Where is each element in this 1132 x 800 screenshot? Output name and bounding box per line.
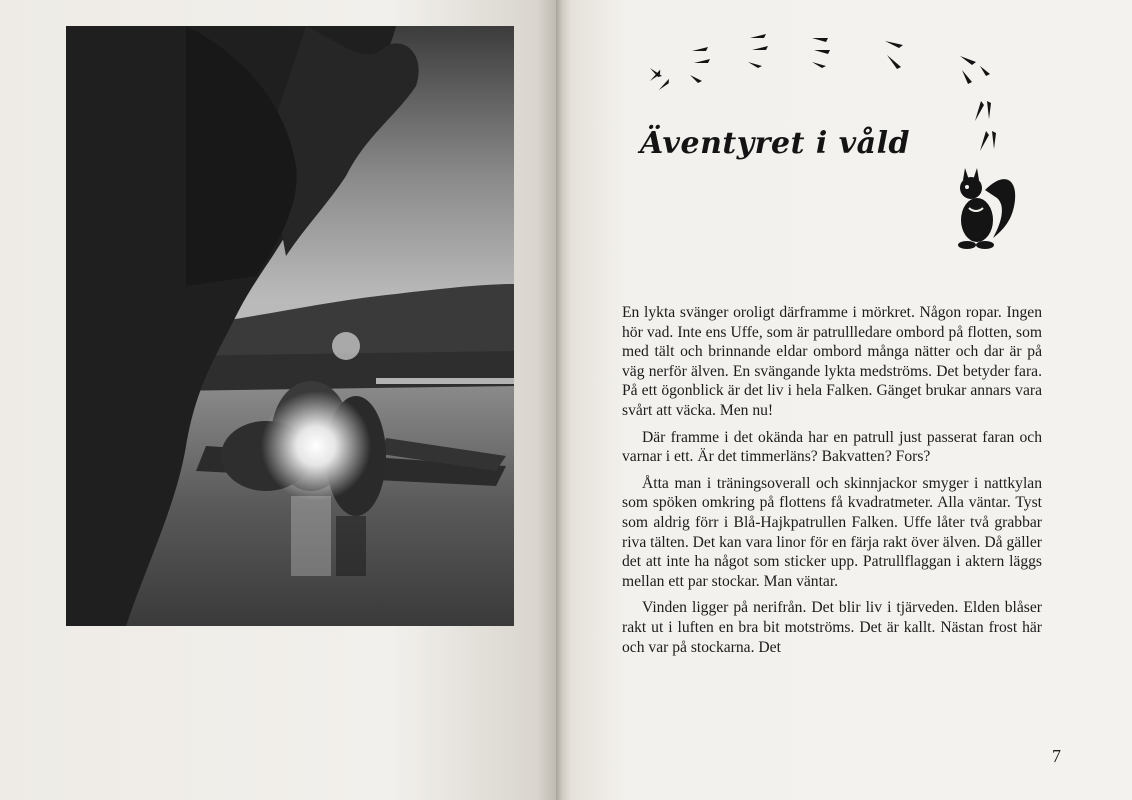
- left-page: [0, 0, 560, 800]
- chapter-body: [622, 303, 1042, 664]
- night-river-raft-photo: [66, 26, 514, 626]
- page-number: 7: [1052, 746, 1061, 766]
- chapter-title: Äventyret i våld: [640, 126, 910, 161]
- paragraph: Vinden ligger på nerifrån. Det blir liv i tjärveden. Elden blåser rakt ut i luften en bra bit motströms. Det är kallt. Nästan frost här och var på stockarna. Det: [622, 599, 1042, 656]
- paragraph: Där framme i det okända har en patrull just passerat faran och varnar i ett. Är det timmerläns? Bakvatten? Fors?: [622, 428, 1042, 466]
- paragraph: Åtta man i träningsoverall och skinnjackor smyger i nattkylan som spöken omkring på flottens få kvadratmeter. Alla väntar. Tyst som aldrig förr i Blå-Hajkpatrullen Falken. Uffe låter två grabbar riva tälten. Det kan vara linor för en färja rakt över älven. Då gäller det att inte ha något som sticker upp. Patrullflaggan i aktern läggs mellan ett par stockar. Man väntar.: [622, 474, 1042, 590]
- paragraph: En lykta svänger oroligt därframme i mörkret. Någon ropar. Ingen hör vad. Inte ens Uffe, som är patrullledare ombord på flotten, som med tält och brinnande eldar ombord många nätter och dar är på väg nerför älven. En svängande lykta medströms. Det betyder fara. På ett ögonblick är det liv i hela Falken. Gänget brukar annars vara svårt att väcka. Men nu!: [622, 304, 1042, 419]
- squirrel-icon: [945, 150, 1017, 250]
- book-gutter: [556, 0, 570, 800]
